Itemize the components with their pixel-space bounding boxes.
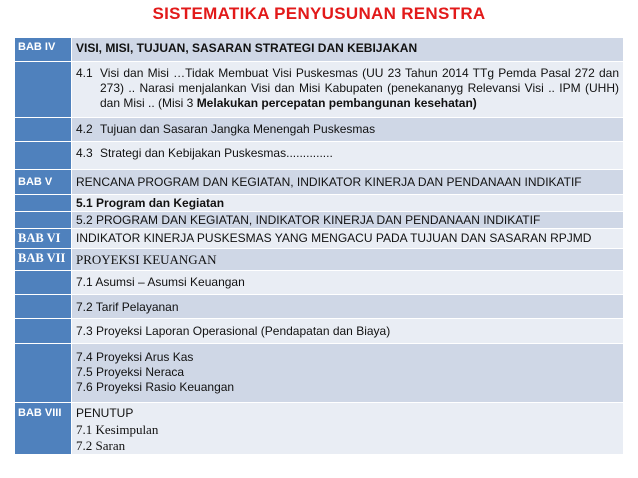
bab-title: INDIKATOR KINERJA PUSKESMAS YANG MENGACU PADA TUJUAN DAN SASARAN RPJMD xyxy=(72,229,624,249)
table-row xyxy=(15,295,624,319)
table-cell xyxy=(72,62,624,118)
table-row xyxy=(15,271,624,295)
bab-label: BAB V xyxy=(15,170,72,195)
renstra-table xyxy=(14,37,624,455)
bab-label: BAB IV xyxy=(15,38,72,62)
item-text: Visi dan Misi …Tidak Membuat Visi Puskesmas (UU 23 Tahun 2014 TTg Pemda Pasal 272 dan 273) .. Narasi menjalankan Visi dan Misi Kabupaten (penekananyg Relevansi Visi .. IPM (UHH) dan Misi .. (Misi 3 Melakukan percepatan pembangunan kesehatan) xyxy=(100,66,619,110)
list-item: 7.1 Kesimpulan xyxy=(76,422,159,437)
table-row xyxy=(15,229,624,249)
table-row xyxy=(15,319,624,344)
bab-label: BAB VII xyxy=(15,249,72,271)
table-cell xyxy=(72,403,624,455)
list-item xyxy=(76,66,619,111)
table-cell: 7.2 Tarif Pelayanan xyxy=(72,295,624,319)
bab-title: PROYEKSI KEUANGAN xyxy=(72,249,624,271)
table-row xyxy=(15,403,624,455)
table-row xyxy=(15,212,624,229)
table-row xyxy=(15,38,624,62)
bab-label: BAB VI xyxy=(15,229,72,249)
table-row xyxy=(15,195,624,212)
table-cell: 5.2 PROGRAM DAN KEGIATAN, INDIKATOR KINERJA DAN PENDANAAN INDIKATIF xyxy=(72,212,624,229)
table-row xyxy=(15,118,624,142)
table-row xyxy=(15,142,624,170)
list-item: 7.2 Saran xyxy=(76,438,126,453)
bab-title: RENCANA PROGRAM DAN KEGIATAN, INDIKATOR KINERJA DAN PENDANAAN INDIKATIF xyxy=(72,170,624,195)
table-row xyxy=(15,344,624,403)
table-row xyxy=(15,170,624,195)
list-item: 7.4 Proyeksi Arus Kas xyxy=(76,350,194,364)
page-title: SISTEMATIKA PENYUSUNAN RENSTRA xyxy=(152,4,486,23)
bab-title: PENUTUP xyxy=(76,406,134,420)
table-cell: 7.3 Proyeksi Laporan Operasional (Pendapatan dan Biaya) xyxy=(72,319,624,344)
table-cell: 4.3 Strategi dan Kebijakan Puskesmas.............. xyxy=(72,142,624,170)
table-cell xyxy=(72,344,624,403)
bab-label: BAB VIII xyxy=(15,403,72,455)
table-cell: 4.2 Tujuan dan Sasaran Jangka Menengah Puskesmas xyxy=(72,118,624,142)
list-item: 7.6 Proyeksi Rasio Keuangan xyxy=(76,380,235,394)
table-row xyxy=(15,62,624,118)
bab-title: VISI, MISI, TUJUAN, SASARAN STRATEGI DAN KEBIJAKAN xyxy=(72,38,624,62)
table-row xyxy=(15,249,624,271)
table-cell: 7.1 Asumsi – Asumsi Keuangan xyxy=(72,271,624,295)
table-cell: 5.1 Program dan Kegiatan xyxy=(72,195,624,212)
list-item: 7.5 Proyeksi Neraca xyxy=(76,365,185,379)
item-number: 4.1 xyxy=(76,66,93,80)
